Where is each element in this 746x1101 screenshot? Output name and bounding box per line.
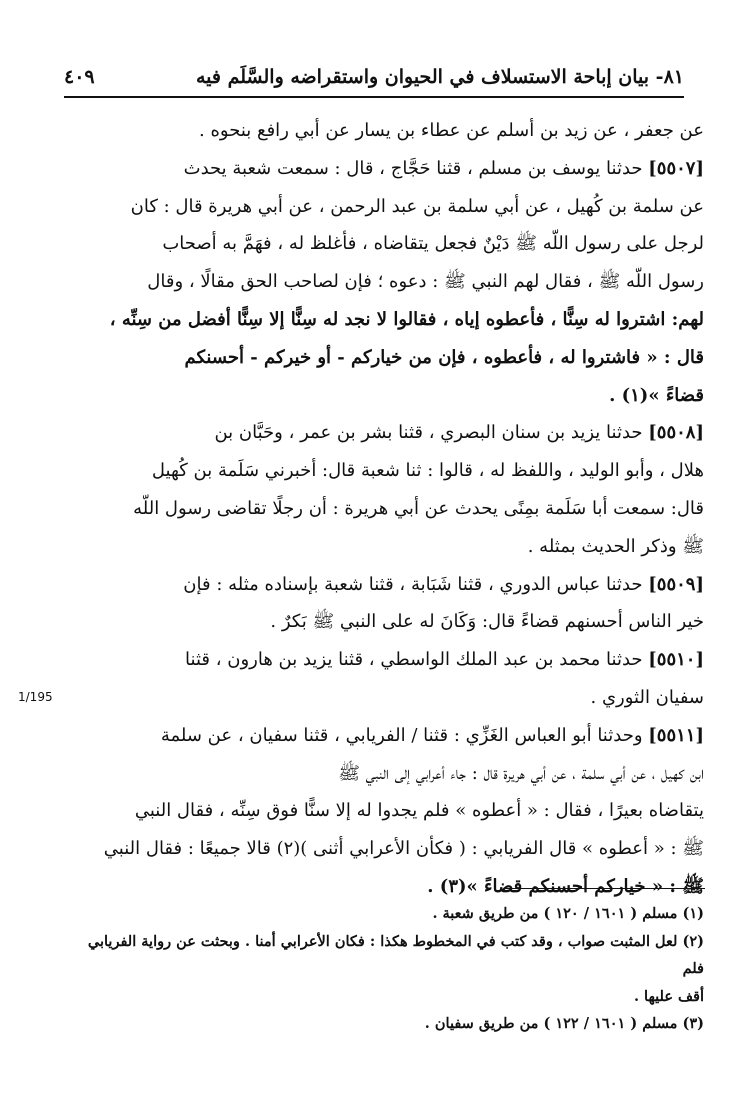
footnotes: [62, 900, 704, 1038]
paragraph-intro: [62, 112, 704, 150]
text-line: لرجل على رسول اللّه ﷺ دَيْنٌ فجعل يتقاضاه ، فأغلظ له ، فهَمَّ به أصحاب: [162, 233, 704, 255]
footnote-2-continued: أقف عليها .: [633, 987, 704, 1005]
text-segment: حدثنا يزيد بن سنان البصري ، قثنا بشر بن عمر ، وحَبَّان بن: [214, 422, 643, 444]
text-segment: حدثنا محمد بن عبد الملك الواسطي ، قثنا يزيد بن هارون ، قثنا: [185, 649, 643, 671]
footnote-divider: [505, 888, 705, 889]
text-line: ابن كهيل ، عن أبي سلمة ، عن أبي هريرة قال : جاء أعرابي إلى النبي ﷺ: [338, 762, 704, 784]
hadith-number: [٥٥١٠]: [648, 649, 704, 671]
text-line: عن سلمة بن كُهيل ، عن أبي سلمة بن عبد الرحمن ، عن أبي هريرة قال : كان: [130, 195, 704, 217]
footnote-1: (١) مسلم ( ١٦٠١ / ١٢٠ ) من طريق شعبة .: [432, 905, 704, 922]
hadith-number: [٥٥٠٩]: [648, 573, 704, 595]
text-line: قضاءً »(١) .: [609, 384, 704, 406]
text-line: قال: سمعت أبا سَلَمة بمِنًى يحدث عن أبي هريرة : أن رجلًا تقاضى رسول اللّه: [133, 497, 704, 519]
hadith-number: [٥٥٠٧]: [648, 157, 704, 179]
hadith-number: [٥٥٠٨]: [648, 422, 704, 444]
text-line: [62, 150, 704, 188]
text-line: رسول اللّه ﷺ ، فقال لهم النبي ﷺ : دعوه ؛ فإن لصاحب الحق مقالًا ، وقال: [147, 271, 704, 293]
text-segment: حدثنا يوسف بن مسلم ، قثنا حَجَّاج ، قال : سمعت شعبة يحدث: [183, 157, 643, 179]
text-line: سفيان الثوري .: [590, 686, 704, 708]
manuscript-folio-marker: 1/195: [18, 690, 53, 704]
text-line: ﷺ : « خياركم أحسنكم قضاءً »(٣) .: [427, 875, 704, 897]
footnote-2: (٢) لعل المثبت صواب ، وقد كتب في المخطوط هكذا : فكان الأعرابي أمنا . وبحثت عن رواية الفريابي فلم: [87, 932, 704, 977]
text-line: لهم: اشتروا له سِنًّا ، فأعطوه إياه ، فقالوا لا نجد له سِنًّا إلا سِنًّا أفضل من سِنِّه ،: [109, 308, 704, 330]
chapter-title: ٨١- بيان إباحة الاستسلاف في الحيوان واستقراضه والسَّلَم فيه: [196, 66, 684, 88]
text-line: [62, 717, 704, 755]
text-line: [62, 414, 704, 452]
hadith-5509: [62, 566, 704, 642]
main-text: [62, 112, 704, 906]
text-line: [62, 566, 704, 604]
hadith-5510: [62, 641, 704, 717]
page-header: [64, 58, 684, 96]
hadith-5511: [62, 717, 704, 906]
hadith-number: [٥٥١١]: [648, 724, 704, 746]
text-line: خير الناس أحسنهم قضاءً قال: وَكَانَ له على النبي ﷺ بَكرٌ .: [270, 611, 704, 633]
text-line: ﷺ : « أعطوه » قال الفريابي : ( فكأن الأعرابي أثنى )(٢) قالا جميعًا : فقال النبي: [103, 838, 704, 860]
text-line: عن جعفر ، عن زيد بن أسلم عن عطاء بن يسار عن أبي رافع بنحوه .: [199, 120, 704, 141]
text-line: [62, 641, 704, 679]
header-divider: [64, 96, 684, 98]
text-line: هلال ، وأبو الوليد ، واللفظ له ، قالوا : ثنا شعبة قال: أخبرني سَلَمة بن كُهيل: [151, 460, 704, 482]
text-segment: حدثنا عباس الدوري ، قثنا شَبَابة ، قثنا شعبة بإسناده مثله : فإن: [183, 573, 643, 595]
page-number: ٤٠٩: [64, 66, 95, 88]
hadith-5508: [62, 414, 704, 565]
hadith-5507: [62, 150, 704, 415]
text-line: قال : « فاشتروا له ، فأعطوه ، فإن من خياركم - أو خيركم - أحسنكم: [184, 346, 704, 368]
text-segment: وحدثنا أبو العباس الغَزِّي : قثنا / الفريابي ، قثنا سفيان ، عن سلمة: [160, 724, 643, 746]
footnote-3: (٣) مسلم ( ١٦٠١ / ١٢٢ ) من طريق سفيان .: [424, 1015, 704, 1032]
text-line: ﷺ وذكر الحديث بمثله .: [527, 535, 704, 557]
text-line: يتقاضاه بعيرًا ، فقال : « أعطوه » فلم يجدوا له إلا سنًّا فوق سِنِّه ، فقال النبي: [134, 800, 704, 822]
